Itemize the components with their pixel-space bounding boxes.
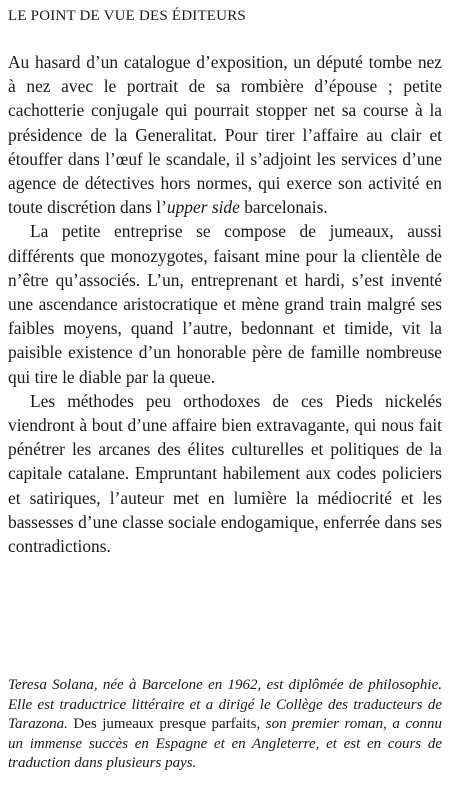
- bio-book-title: Des jumeaux presque parfaits: [67, 716, 257, 733]
- bio-text-a: Teresa Solana, née à Barcelone en 1962, est diplômée de philosophie. Elle est traductrice littéraire et a dirigé le Collège des traducteurs de Tarazona.: [8, 677, 442, 733]
- page: [8, 6, 442, 558]
- author-bio: [8, 676, 442, 774]
- blurb-body: [8, 50, 442, 558]
- paragraph-1-text-a: Au hasard d’un catalogue d’exposition, un député tombe nez à nez avec le portrait de sa rombière d’épouse ; petite cachotterie conjugale qui pourrait stopper net sa course à la présidence de la Generalitat. Pour tirer l’affaire au clair et étouffer dans l’œuf le scandale, il s’adjoint les services d’une agence de détectives hors normes, qui exerce son activité en toute discrétion dans l’: [8, 52, 442, 218]
- blurb-paragraph-2: La petite entreprise se compose de jumeaux, aussi différents que monozygotes, faisant mine pour la clientèle de n’être qu’associés. L’un, entreprenant et hardi, s’est inventé une ascendance aristocratique et mène grand train malgré ses faibles moyens, quand l’autre, bedonnant et timide, vit la paisible existence d’un honorable père de famille nombreuse qui tire le diable par la queue.: [8, 221, 442, 387]
- blurb-paragraph-1: [8, 50, 442, 219]
- paragraph-1-text-b: barcelonais.: [239, 197, 328, 218]
- section-heading: LE POINT DE VUE DES ÉDITEURS: [8, 8, 246, 24]
- bio-text-b: , son premier roman, a connu un immense succès en Espagne et en Angleterre, et est en cours de traduction dans plusieurs pays.: [8, 716, 443, 772]
- paragraph-1-italic: upper side: [166, 197, 240, 218]
- blurb-paragraph-3: Les méthodes peu orthodoxes de ces Pieds nickelés viendront à bout d’une affaire bien extravagante, qui nous fait pénétrer les arcanes des élites culturelles et politiques de la capitale catalane. Empruntant habilement aux codes policiers et satiriques, l’auteur met en lumière la médiocrité et les bassesses d’une classe sociale endogamique, enferrée dans ses contradictions.: [8, 390, 442, 557]
